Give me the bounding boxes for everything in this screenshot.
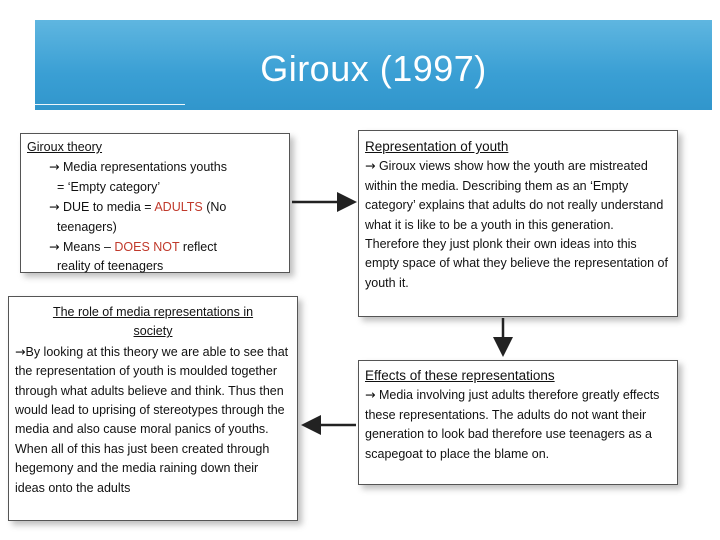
representation-body	[365, 156, 671, 293]
representation-of-youth-box	[358, 130, 678, 317]
theory-bullet-2-emphasis: ADULTS	[154, 200, 203, 215]
theory-heading: Giroux theory	[27, 140, 103, 154]
theory-bullet-3-text: Means –	[59, 240, 115, 255]
arrow-right-icon: →	[49, 239, 60, 255]
theory-bullet-3-emphasis: DOES NOT	[114, 240, 180, 255]
theory-bullet-2-text-end: (No	[202, 200, 227, 215]
theory-bullet-1-cont: = ‘Empty category’	[57, 179, 161, 194]
theory-bullet-3-cont: reality of teenagers	[57, 259, 164, 274]
role-heading-line-2: society	[133, 324, 173, 339]
arrow-right-icon: →	[365, 158, 376, 174]
arrow-right-icon: →	[15, 343, 26, 359]
theory-bullet-3-text-end: reflect	[179, 240, 217, 255]
slide-title: Giroux (1997)	[260, 48, 487, 89]
effects-body	[365, 385, 671, 464]
arrow-right-icon: →	[365, 387, 376, 403]
media-role-box	[8, 296, 298, 521]
effects-body-text: Media involving just adults therefore greatly effects these representations. The adults do not want their generation to look bad therefore use teenagers as a scapegoat to place the blame on.	[365, 388, 660, 461]
theory-bullet-2-text: DUE to media =	[59, 200, 155, 215]
arrow-right-icon: →	[49, 199, 60, 215]
theory-bullet-2	[27, 197, 283, 217]
theory-bullet-1	[27, 157, 283, 177]
banner-divider	[35, 104, 185, 105]
theory-bullet-2-cont: teenagers)	[57, 219, 117, 234]
effects-box	[358, 360, 678, 485]
arrow-right-icon: →	[49, 159, 60, 175]
role-heading-line-1: The role of media representations in	[52, 305, 254, 319]
effects-heading: Effects of these representations	[365, 368, 555, 383]
title-banner	[35, 20, 712, 110]
representation-heading: Representation of youth	[365, 139, 509, 154]
giroux-theory-box	[20, 133, 290, 273]
representation-body-text: Giroux views show how the youth are mistreated within the media. Describing them as an ‘Empty category’ explains that adults do not really understand what it is like to be a youth in this generation. Therefore they just plonk their own ideas into this empty space of what they believe the representation of youth it.	[365, 159, 668, 290]
role-body	[15, 342, 291, 498]
theory-bullet-3	[27, 237, 283, 257]
theory-bullet-1-text: Media representations youths	[59, 160, 227, 175]
role-body-text: By looking at this theory we are able to see that the representation of youth is moulded together through what adults believe and think. Thus then would lead to uprising of stereotypes through the media and also cause moral panics of youths. When all of this has just been created through hegemony and the media raining down their ideas onto the adults	[15, 344, 289, 495]
